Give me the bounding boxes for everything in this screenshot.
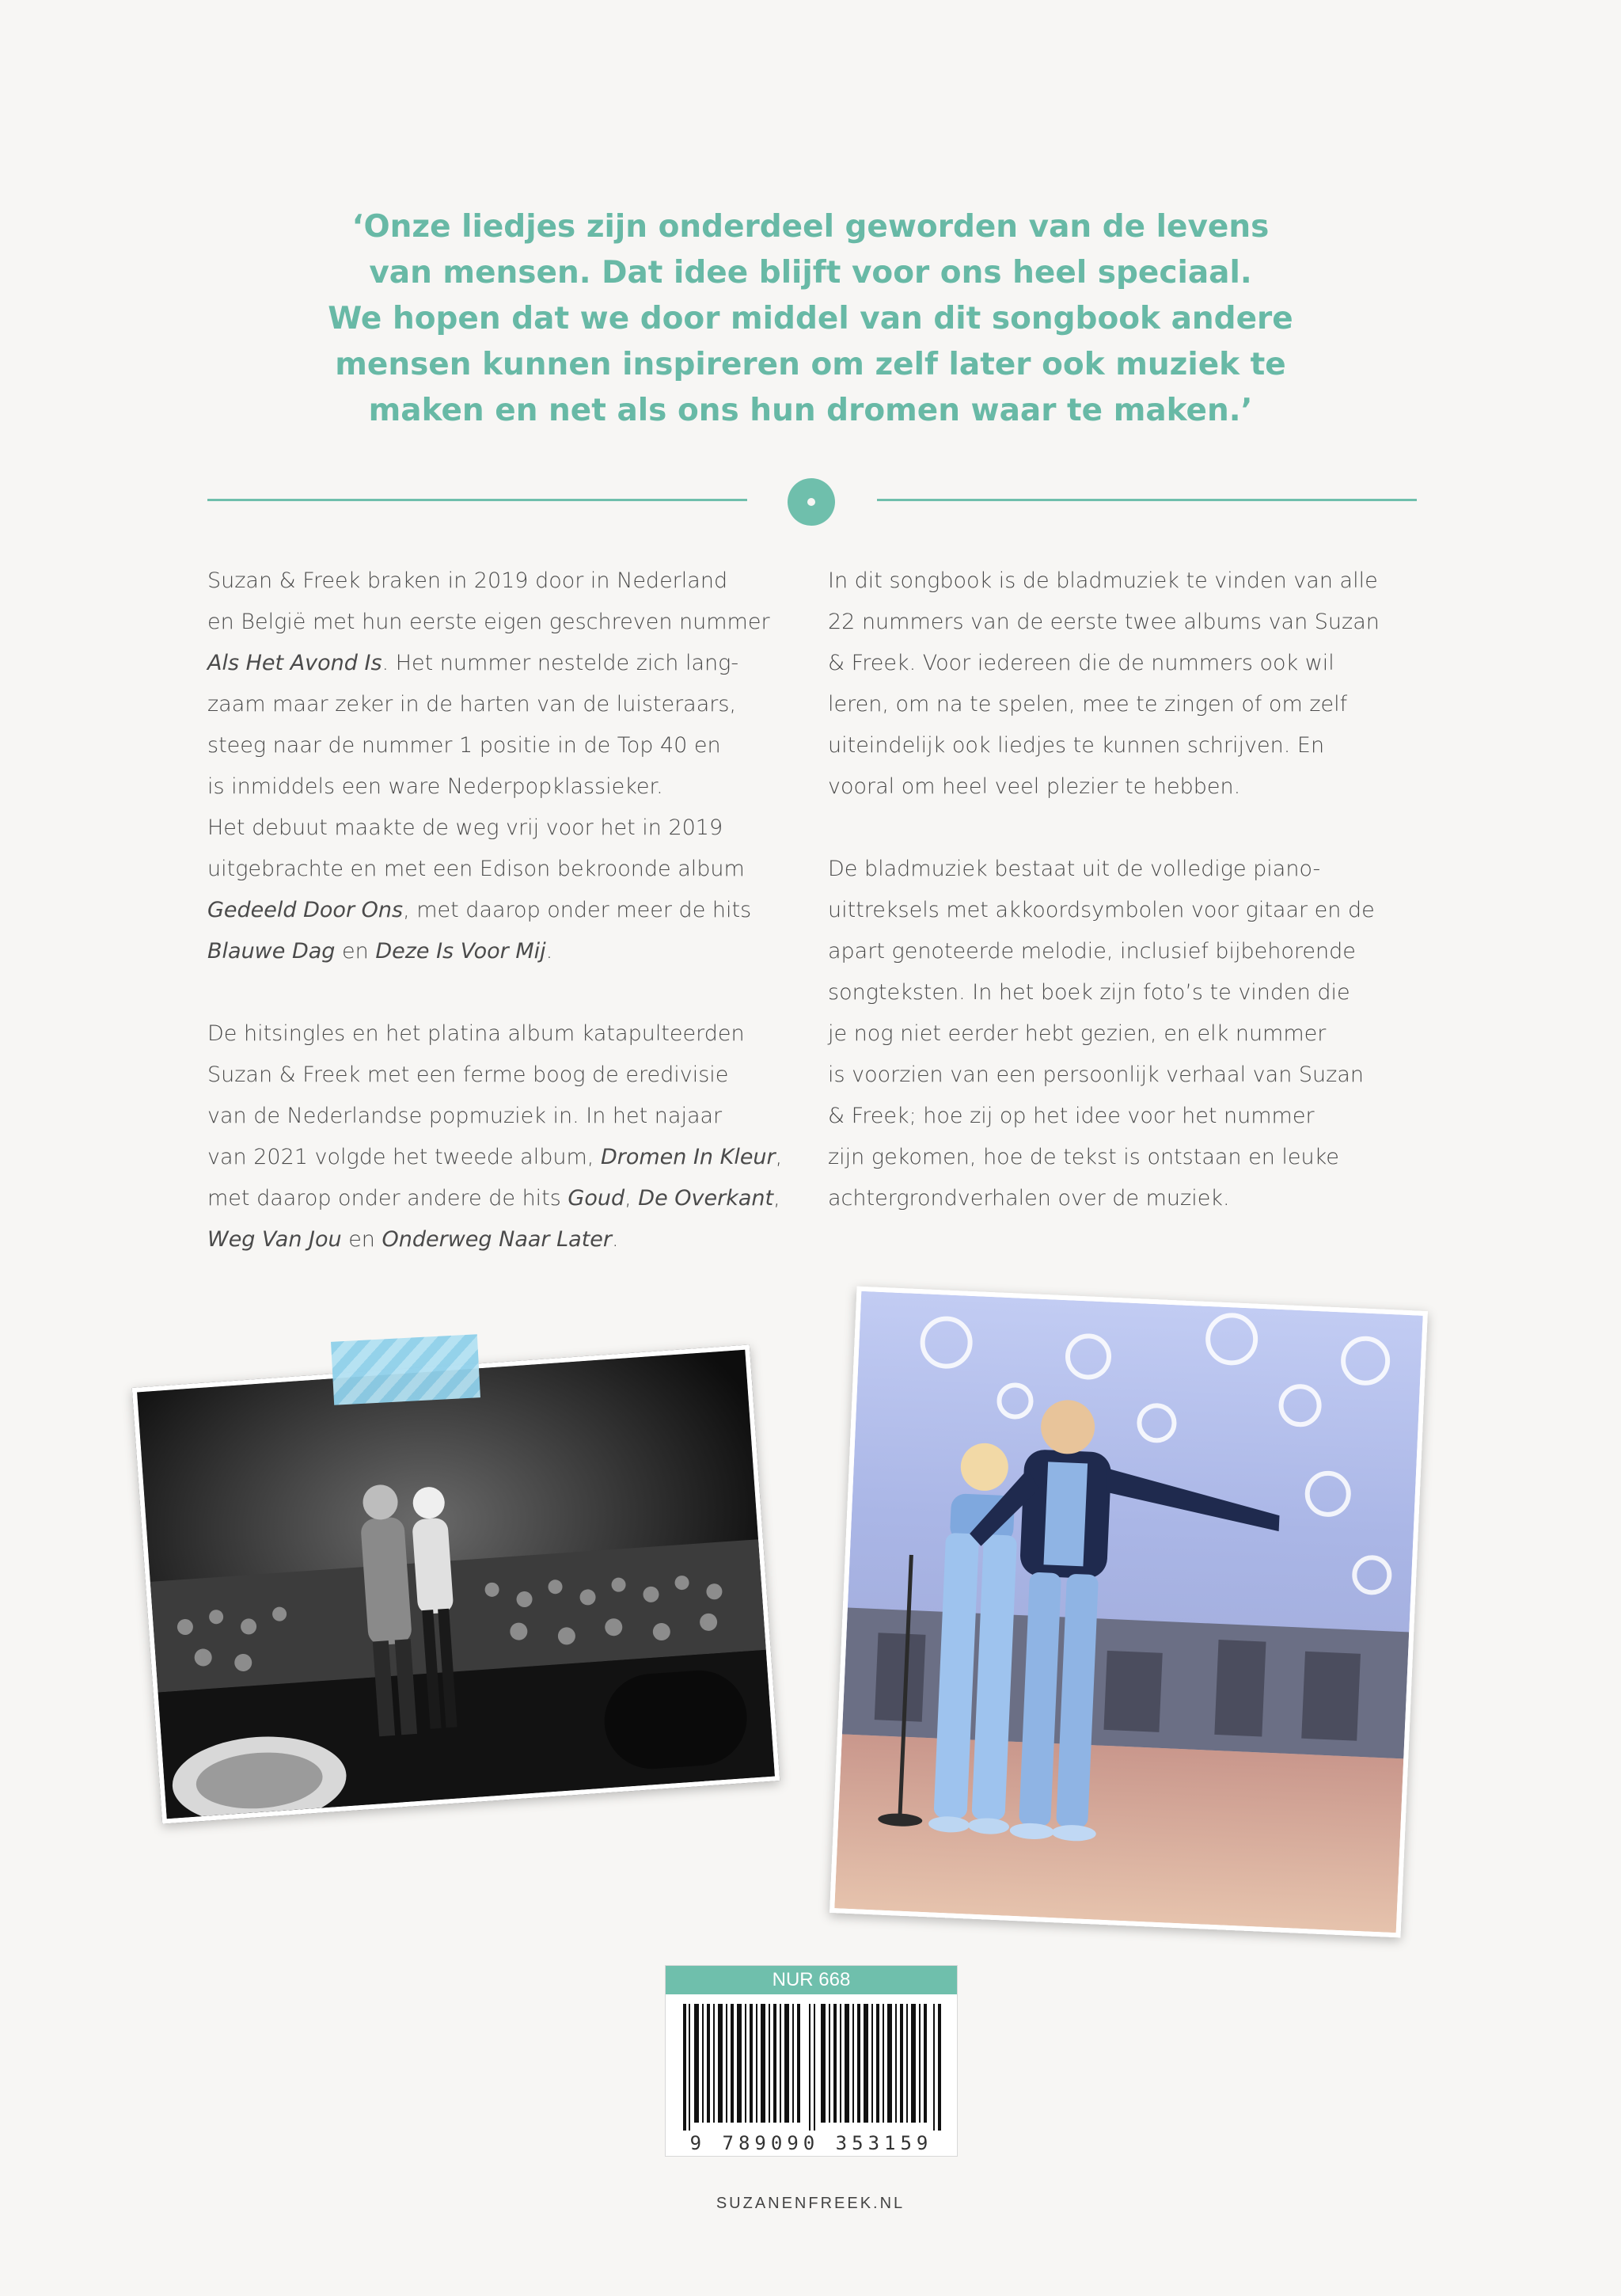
quote-line: We hopen dat we door middel van dit songbook andere [328,301,1293,336]
text-fragment: van 2021 volgde het tweede album, [207,1145,601,1169]
text-line [207,1137,809,1178]
text-line: In dit songbook is de bladmuziek te vinden van alle [828,568,1378,593]
text-line [207,931,809,972]
text-line [207,1178,809,1219]
text-line: zaam maar zeker in de harten van de luisteraars, [207,692,737,717]
text-line [207,643,809,684]
text-line: Suzan & Freek braken in 2019 door in Nederland [207,568,728,593]
text-line: uitgebrachte en met een Edison bekroonde album [207,857,745,881]
text-fragment: en [341,1227,382,1252]
text-line: songteksten. In het boek zijn foto’s te vinden die [828,980,1350,1005]
isbn-number: 9 789090 353159 [689,2132,933,2154]
concert-photo-color-image [834,1291,1422,1933]
paragraph-gap [207,972,809,1013]
song-title: Weg Van Jou [207,1227,342,1252]
album-title: Gedeeld Door Ons [207,898,404,922]
paragraph-gap [828,808,1429,849]
text-fragment: , [773,1186,780,1211]
text-line [207,1219,809,1260]
text-line: Het debuut maakte de weg vrij voor het in 2019 [207,815,723,840]
song-title: Als Het Avond Is [207,651,382,675]
song-title: Onderweg Naar Later [382,1227,612,1252]
quote-line: ‘Onze liedjes zijn onderdeel geworden van de levens [351,209,1270,245]
quote-line: mensen kunnen inspireren om zelf later ook muziek te [335,347,1286,382]
text-line: je nog niet eerder hebt gezien, en elk nummer [828,1021,1327,1046]
text-line: & Freek. Voor iedereen die de nummers ook wil [828,651,1334,675]
text-line: en België met hun eerste eigen geschreven nummer [207,610,770,634]
text-line: zijn gekomen, hoe de tekst is ontstaan en leuke [828,1145,1339,1169]
text-line: achtergrondverhalen over de muziek. [828,1186,1230,1211]
quote-line: van mensen. Dat idee blijft voor ons heel speciaal. [369,255,1252,291]
text-line: is inmiddels een ware Nederpopklassieker. [207,774,663,799]
text-line: 22 nummers van de eerste twee albums van Suzan [828,610,1380,634]
song-title: Goud [568,1186,625,1211]
nur-label: NUR 668 [666,1966,957,1994]
text-line: vooral om heel veel plezier te hebben. [828,774,1241,799]
text-line: De hitsingles en het platina album katapulteerden [207,1021,745,1046]
right-column-text [828,561,1429,1219]
divider-line-right [877,499,1417,501]
text-line: & Freek; hoe zij op het idee voor het nummer [828,1104,1315,1128]
text-line: Suzan & Freek met een ferme boog de eredivisie [207,1062,729,1087]
text-fragment: en [335,939,376,964]
text-line: leren, om na te spelen, mee te zingen of om zelf [828,692,1348,717]
text-fragment: . [545,939,553,964]
text-line: steeg naar de nummer 1 positie in de Top 40 en [207,733,721,758]
text-line: uittreksels met akkoordsymbolen voor gitaar en de [828,898,1375,922]
text-line [207,890,809,931]
concert-photo-color [829,1287,1428,1938]
washi-tape-decoration [331,1334,480,1405]
concert-photo-bw-image [137,1350,775,1819]
text-line: apart genoteerde melodie, inclusief bijbehorende [828,939,1356,964]
text-fragment: , [624,1186,639,1211]
text-fragment: , [775,1145,783,1169]
song-title: Deze Is Voor Mij [375,939,546,964]
text-fragment: . [612,1227,619,1252]
left-column-text [207,561,809,1260]
text-line: uiteindelijk ook liedjes te kunnen schrijven. En [828,733,1325,758]
barcode-bars-icon [666,1966,957,2156]
text-line: De bladmuziek bestaat uit de volledige piano- [828,857,1321,881]
text-fragment: met daarop onder andere de hits [207,1186,568,1211]
concert-photo-bw [132,1344,780,1823]
text-fragment: , met daarop onder meer de hits [403,898,752,922]
barcode [665,1965,958,2157]
text-line: is voorzien van een persoonlijk verhaal van Suzan [828,1062,1364,1087]
quote-line: maken en net als ons hun dromen waar te maken.’ [368,393,1253,428]
divider-dot-icon [807,498,815,506]
song-title: Blauwe Dag [207,939,336,964]
text-fragment: . Het nummer nestelde zich lang- [382,651,739,675]
text-line: van de Nederlandse popmuziek in. In het najaar [207,1104,723,1128]
divider-line-left [207,499,747,501]
website-url: SUZANENFREEK.NL [716,2195,905,2212]
album-title: Dromen In Kleur [600,1145,776,1169]
pull-quote [237,204,1384,434]
song-title: De Overkant [638,1186,774,1211]
